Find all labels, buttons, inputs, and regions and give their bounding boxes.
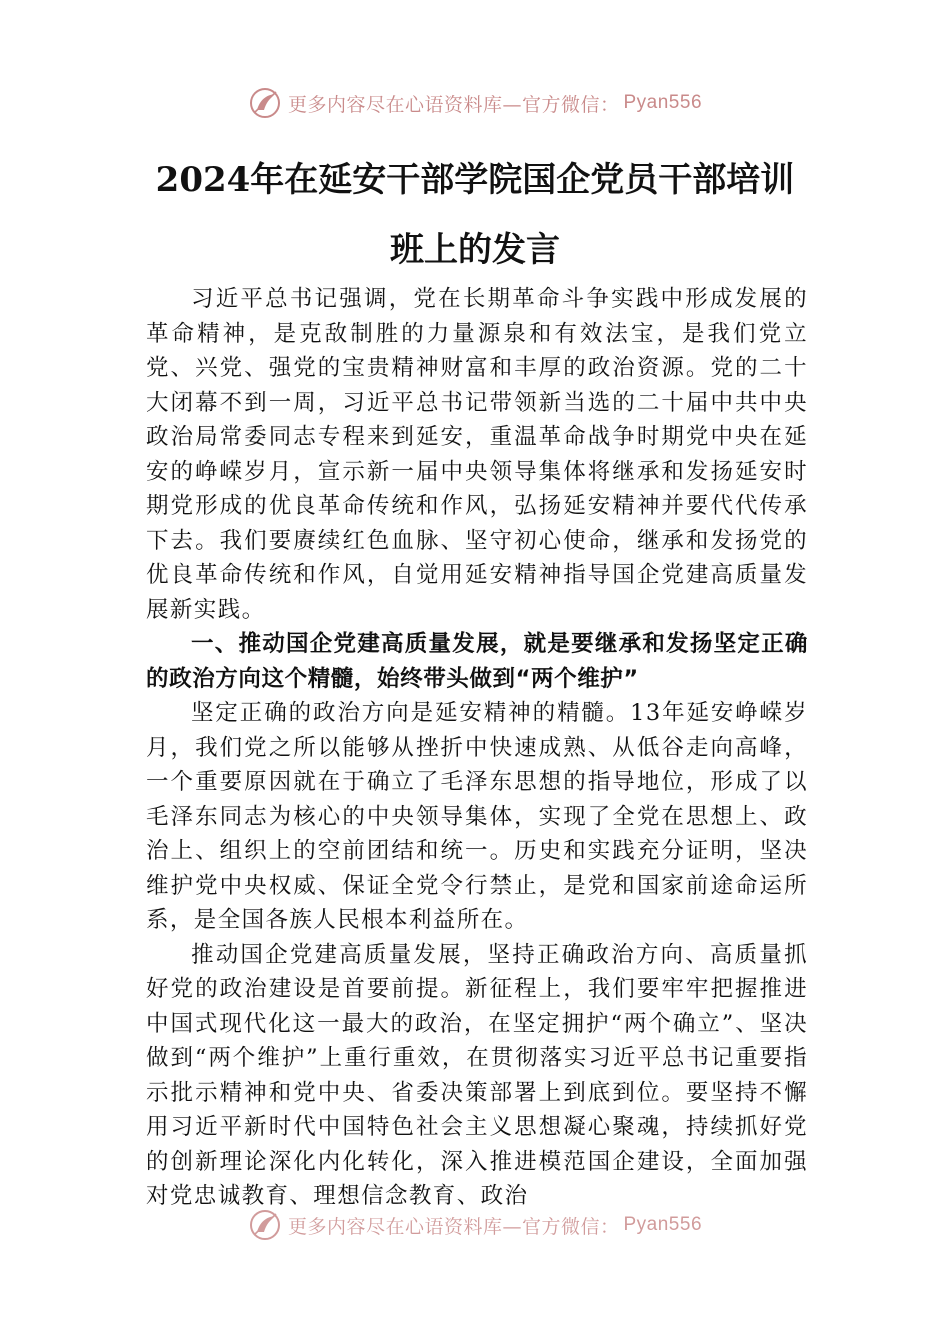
brand-logo-icon	[248, 1208, 282, 1242]
watermark-id: Pyan556	[623, 1214, 703, 1235]
watermark-header	[0, 86, 950, 120]
watermark-footer	[0, 1208, 950, 1242]
watermark-id: Pyan556	[623, 92, 703, 113]
paragraph-3: 推动国企党建高质量发展，坚持正确政治方向、高质量抓好党的政治建设是首要前提。新征程上，我们要牢牢把握推进中国式现代化这一最大的政治，在坚定拥护“两个确立”、坚决做到“两个维护”上重行重效，在贯彻落实习近平总书记重要指示批示精神和党中央、省委决策部署上到底到位。要坚持不懈用习近平新时代中国特色社会主义思想凝心聚魂，持续抓好党的创新理论深化内化转化，深入推进模范国企建设，全面加强对党忠诚教育、理想信念教育、政治	[146, 941, 808, 1209]
document-body	[146, 282, 808, 1214]
watermark-text: 更多内容尽在心语资料库—官方微信：	[287, 93, 620, 116]
brand-logo-icon	[248, 86, 282, 120]
paragraph-1: 习近平总书记强调，党在长期革命斗争实践中形成发展的革命精神，是克敌制胜的力量源泉和有效法宝，是我们党立党、兴党、强党的宝贵精神财富和丰厚的政治资源。党的二十大闭幕不到一周，习近平总书记带领新当选的二十届中共中央政治局常委同志专程来到延安，重温革命战争时期党中央在延安的峥嵘岁月，宣示新一届中央领导集体将继承和发扬延安时期党形成的优良革命传统和作风，弘扬延安精神并要代代传承下去。我们要赓续红色血脉、坚守初心使命，继承和发扬党的优良革命传统和作风，自觉用延安精神指导国企党建高质量发展新实践。	[146, 286, 808, 623]
document-title-line2: 班上的发言	[390, 230, 560, 270]
section-heading-1: 一、推动国企党建高质量发展，就是要继承和发扬坚定正确的政治方向这个精髓，始终带头做到“两个维护”	[146, 631, 808, 692]
document-title-line1: 2024年在延安干部学院国企党员干部培训	[155, 160, 795, 200]
paragraph-2: 坚定正确的政治方向是延安精神的精髓。13年延安峥嵘岁月，我们党之所以能够从挫折中快速成熟、从低谷走向高峰，一个重要原因就在于确立了毛泽东思想的指导地位，形成了以毛泽东同志为核心的中央领导集体，实现了全党在思想上、政治上、组织上的空前团结和统一。历史和实践充分证明，坚决维护党中央权威、保证全党令行禁止，是党和国家前途命运所系，是全国各族人民根本利益所在。	[146, 700, 808, 933]
watermark-text: 更多内容尽在心语资料库—官方微信：	[287, 1215, 620, 1238]
